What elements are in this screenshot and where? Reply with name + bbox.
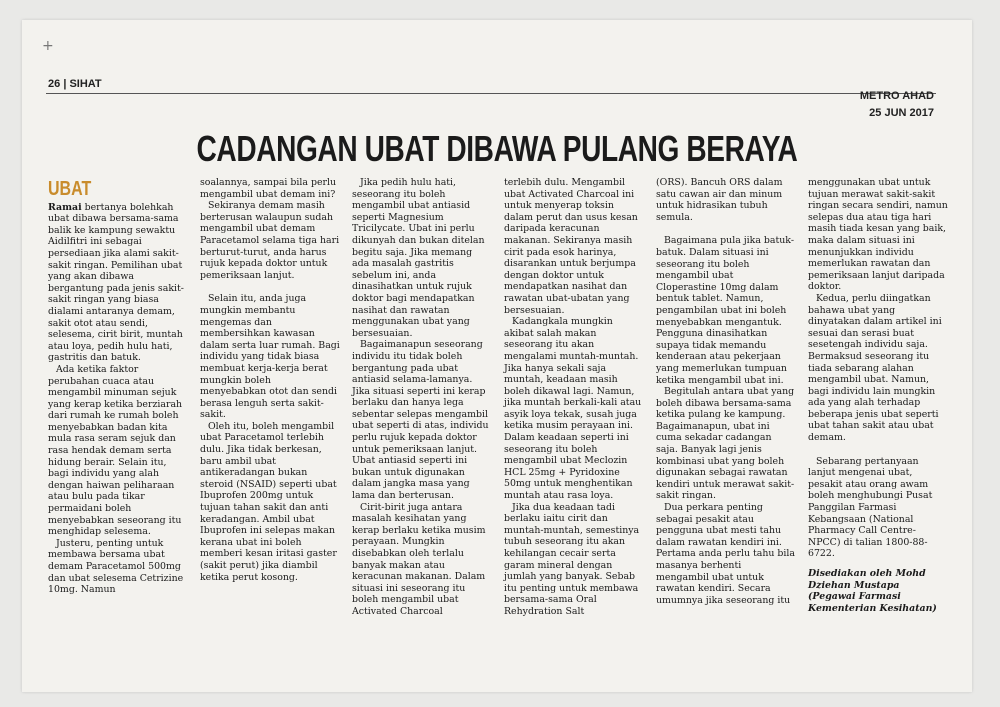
paragraph: Kadangkala mungkin akibat salah makan seseorang itu akan mengalami muntah-muntah. Jika hanya sekali saja muntah, keadaan masih boleh dikawal lagi. Namun, jika muntah berkali-kali atau asyik loya tekak, susah juga ketika musim perayaan ini. Dalam keadaan seperti ini seseorang itu boleh mengambil ubat Meclozin HCL 25mg + Pyridoxine 50mg untuk menghentikan muntah atau rasa loya. bbox=[504, 316, 642, 502]
page-section-header bbox=[48, 78, 102, 90]
publication-name: METRO AHAD bbox=[859, 90, 934, 102]
article-column-6 bbox=[808, 177, 948, 614]
paragraph: Begitulah antara ubat yang boleh dibawa bersama-sama ketika pulang ke kampung. Bagaimanapun, ubat ini cuma sekadar cadangan saja. Banyak lagi jenis kombinasi ubat yang boleh digunakan sebagai rawatan kendiri untuk merawat sakit-sakit ringan. bbox=[656, 386, 795, 502]
paragraph: Selain itu, anda juga mungkin membantu mengemas dan membersihkan kawasan dalam serta luar rumah. Bagi individu yang tidak biasa membuat kerja-kerja berat mungkin boleh menyebabkan otot dan sendi berasa lenguh serta sakit-sakit. bbox=[200, 293, 340, 421]
paragraph: Oleh itu, boleh mengambil ubat Paracetamol terlebih dulu. Jika tidak berkesan, baru ambil ubat antikeradangan bukan steroid (NSAID) seperti ubat Ibuprofen 200mg untuk tujuan tahan sakit dan anti keradangan. Ambil ubat Ibuprofen ini selepas makan kerana ubat ini boleh memberi kesan iritasi gaster (sakit perut) jika diambil ketika perut kosong. bbox=[200, 420, 337, 583]
page-number: 26 bbox=[48, 78, 61, 90]
section-name: SIHAT bbox=[69, 78, 102, 90]
article-column-4 bbox=[504, 177, 644, 618]
article-column-2 bbox=[200, 177, 340, 583]
kicker: UBAT bbox=[48, 178, 92, 200]
paragraph: Cirit-birit juga antara masalah kesihatan yang kerap berlaku ketika musim perayaan. Mungkin disebabkan oleh terlalu banyak makan atau keracunan makanan. Dalam situasi ini seseorang itu boleh mengambil ubat Activated Charcoal bbox=[352, 501, 486, 617]
paragraph: menggunakan ubat untuk tujuan merawat sakit-sakit ringan secara sendiri, namun selepas dua atau tiga hari masih tiada kesan yang baik, maka dalam situasi ini menunjukkan individu memerlukan rawatan dan pemeriksaan lanjut daripada doktor. bbox=[808, 177, 948, 293]
header-separator: | bbox=[63, 78, 70, 90]
lead-word: Ramai bbox=[48, 201, 82, 213]
paragraph: Sebarang pertanyaan lanjut mengenai ubat, pesakit atau orang awam boleh menghubungi Pusat Panggilan Farmasi Kebangsaan (National Pharmacy Call Centre-NPCC) di talian 1800-88-6722. bbox=[808, 455, 933, 560]
article-body bbox=[48, 177, 948, 654]
paragraph: Ada ketika faktor perubahan cuaca atau mengambil minuman sejuk yang kerap ketika berziarah dari rumah ke rumah boleh menyebabkan badan kita mula rasa seram sejuk dan rasa hendak demam serta hidung berair. Selain itu, bagi individu yang alah dengan haiwan peliharaan atau bulu pada tikar permaidani boleh menyebabkan seseorang itu menghidap selesema. bbox=[48, 363, 183, 538]
paragraph: Jika pedih hulu hati, seseorang itu boleh mengambil ubat antiasid seperti Magnesium Tricilycate. Ubat ini perlu dikunyah dan bukan ditelan begitu saja. Jika memang ada masalah gastritis sebelum ini, anda dinasihatkan untuk rujuk doktor bagi mendapatkan nasihat dan rawatan menggunakan ubat yang bersesuaian. bbox=[352, 177, 485, 339]
headline: CADANGAN UBAT DIBAWA PULANG BERAYA bbox=[196, 128, 798, 169]
paragraph: Bagaimana pula jika batuk-batuk. Dalam situasi ini seseorang itu boleh mengambil ubat Cloperastine 10mg dalam bentuk tablet. Namun, pengambilan ubat ini boleh menyebabkan mengantuk. Pengguna dinasihatkan supaya tidak memandu kenderaan atau pekerjaan yang memerlukan tumpuan ketika mengambil ubat ini. bbox=[656, 235, 794, 386]
author-credit: Disediakan oleh Mohd Dziehan Mustapa (Pegawai Farmasi Kementerian Kesihatan) bbox=[808, 568, 937, 614]
paragraph: Sekiranya demam masih berterusan walaupun sudah mengambil ubat demam Paracetamol selama tiga hari berturut-turut, anda harus rujuk kepada doktor untuk pemeriksaan lanjut. bbox=[200, 200, 340, 281]
paragraph: Ramai bertanya bolehkah ubat dibawa bersama-sama balik ke kampung sewaktu Aidilfitri ini sebagai persediaan jika alami sakit-sakit ringan. Pemilihan ubat yang akan dibawa bergantung pada jenis sakit-sakit ringan yang biasa dialami antaranya demam, sakit otot atau sendi, selesema, cirit birit, muntah atau loya, pedih hulu hati, gastritis dan batuk. bbox=[48, 201, 184, 364]
article-column-3 bbox=[352, 177, 492, 618]
header-rule bbox=[46, 93, 936, 94]
paragraph: soalannya, sampai bila perlu mengambil ubat demam ini? bbox=[200, 177, 337, 200]
paragraph: terlebih dulu. Mengambil ubat Activated Charcoal ini untuk menyerap toksin dalam perut dan usus kesan daripada keracunan makanan. Sekiranya masih cirit pada esok harinya, disarankan untuk berjumpa dengan doktor untuk mendapatkan nasihat dan rawatan ubat-ubatan yang bersesuaian. bbox=[504, 177, 638, 316]
paragraph: Jika dua keadaan tadi berlaku iaitu cirit dan muntah-muntah, semestinya tubuh seseorang itu akan kehilangan cecair serta garam mineral dengan jumlah yang banyak. Sebab itu penting untuk membawa bersama-sama Oral Rehydration Salt bbox=[504, 501, 640, 617]
publication-date: 25 JUN 2017 bbox=[869, 107, 934, 119]
newspaper-page bbox=[22, 20, 972, 692]
paragraph: (ORS). Bancuh ORS dalam satu cawan air dan minum untuk hidrasikan tubuh semula. bbox=[656, 177, 783, 223]
article-column-1 bbox=[48, 178, 188, 596]
publication-header bbox=[860, 88, 934, 122]
article-column-5 bbox=[656, 177, 796, 606]
paragraph: Dua perkara penting sebagai pesakit atau pengguna ubat mesti tahu dalam rawatan kendiri ini. Pertama anda perlu tahu bila masanya berhenti mengambil ubat untuk rawatan kendiri. Secara umumnya jika seseorang itu bbox=[656, 502, 795, 606]
paragraph: Justeru, penting untuk membawa bersama ubat demam Paracetamol 500mg dan ubat selesema Cetrizine 10mg. Namun bbox=[48, 537, 184, 596]
paragraph: Kedua, perlu diingatkan bahawa ubat yang dinyatakan dalam artikel ini sesuai dan serasi buat sesetengah individu saja. Bermaksud seseorang itu tiada sebarang alahan mengambil ubat. Namun, bagi individu lain mungkin ada yang alah terhadap beberapa jenis ubat seperti ubat tahan sakit atau ubat demam. bbox=[808, 292, 942, 444]
paragraph: Bagaimanapun seseorang individu itu tidak boleh bergantung pada ubat antiasid selama-lamanya. Jika situasi seperti ini kerap berlaku dan hanya lega sebentar selepas mengambil ubat seperti di atas, individu perlu rujuk kepada doktor untuk pemeriksaan lanjut. Ubat antiasid seperti ini bukan untuk digunakan dalam jangka masa yang lama dan berterusan. bbox=[352, 339, 489, 502]
crop-mark-icon: + bbox=[42, 38, 54, 54]
